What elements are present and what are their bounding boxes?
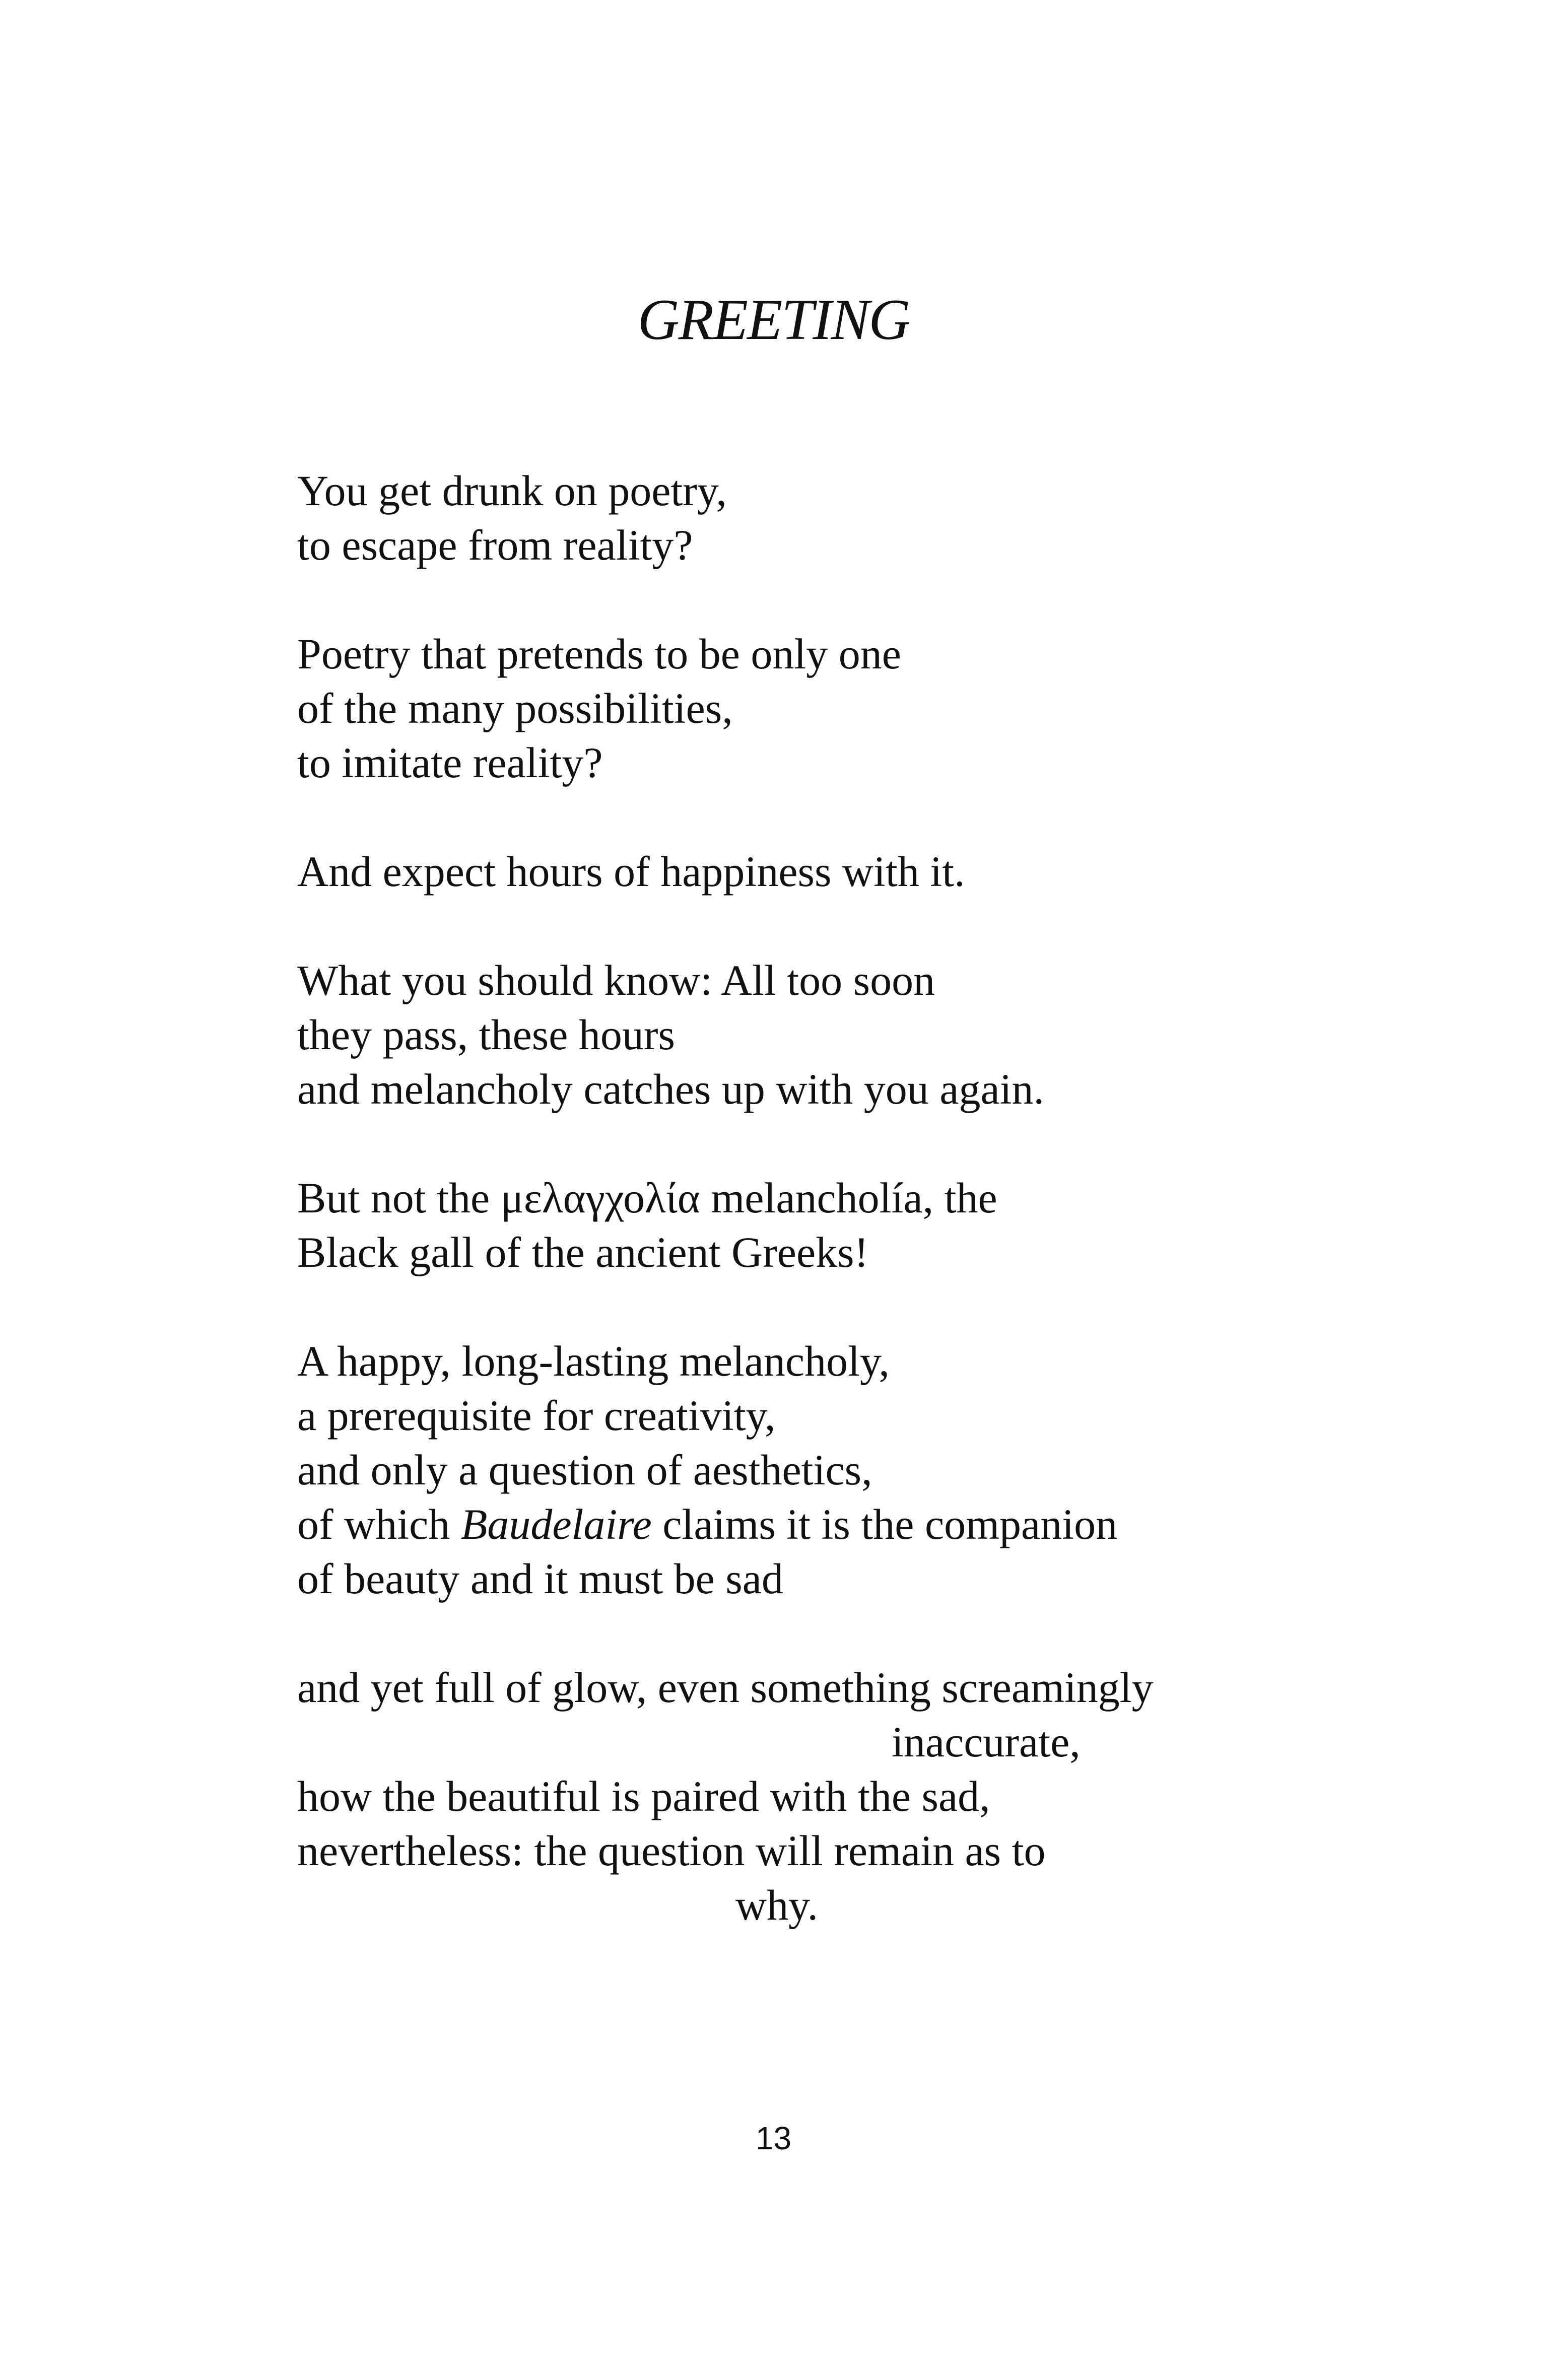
stanza-7 [297, 1660, 1355, 1932]
poem-line: of beauty and it must be sad [297, 1554, 783, 1603]
poem-line: You get drunk on poetry, [297, 466, 727, 515]
poem-line-indented: why. [735, 1881, 819, 1929]
poem-line: a prerequisite for creativity, [297, 1391, 776, 1440]
poem-line: And expect hours of happiness with it. [297, 847, 965, 896]
poem-title: GREETING [637, 288, 910, 352]
line-text: claims it is the companion [651, 1500, 1118, 1548]
stanza-6 [297, 1334, 1355, 1606]
poem-line: to imitate reality? [297, 738, 603, 787]
poem-line: and melancholy catches up with you again. [297, 1065, 1045, 1113]
poem-line: and only a question of aesthetics, [297, 1446, 872, 1494]
poem-line: Poetry that pretends to be only one [297, 630, 901, 678]
poem-line: of the many possibilities, [297, 684, 733, 732]
italic-name-baudelaire: Baudelaire [460, 1500, 652, 1548]
stanza-5 [297, 1171, 1355, 1279]
poem-line: A happy, long-lasting melancholy, [297, 1337, 890, 1385]
poem-line: they pass, these hours [297, 1010, 675, 1059]
stanza-1 [297, 463, 1355, 572]
poem-line: to escape from reality? [297, 521, 693, 569]
poem-line: and yet full of glow, even something screamingly [297, 1663, 1154, 1712]
poem-line: nevertheless: the question will remain as to [297, 1826, 1046, 1875]
line-text: of which [297, 1500, 461, 1548]
poem-line: What you should know: All too soon [297, 956, 935, 1004]
poem-body [297, 463, 1355, 1932]
poem-line: Black gall of the ancient Greeks! [297, 1228, 869, 1276]
poem-line: But not the μελαγχολία melancholía, the [297, 1174, 997, 1222]
poem-line: how the beautiful is paired with the sad, [297, 1772, 990, 1820]
poem-line-indented: inaccurate, [892, 1718, 1081, 1766]
stanza-3 [297, 844, 1355, 899]
stanza-4 [297, 953, 1355, 1116]
stanza-2 [297, 627, 1355, 790]
page-number: 13 [755, 2120, 792, 2156]
poem-line-with-italic [297, 1497, 1355, 1551]
